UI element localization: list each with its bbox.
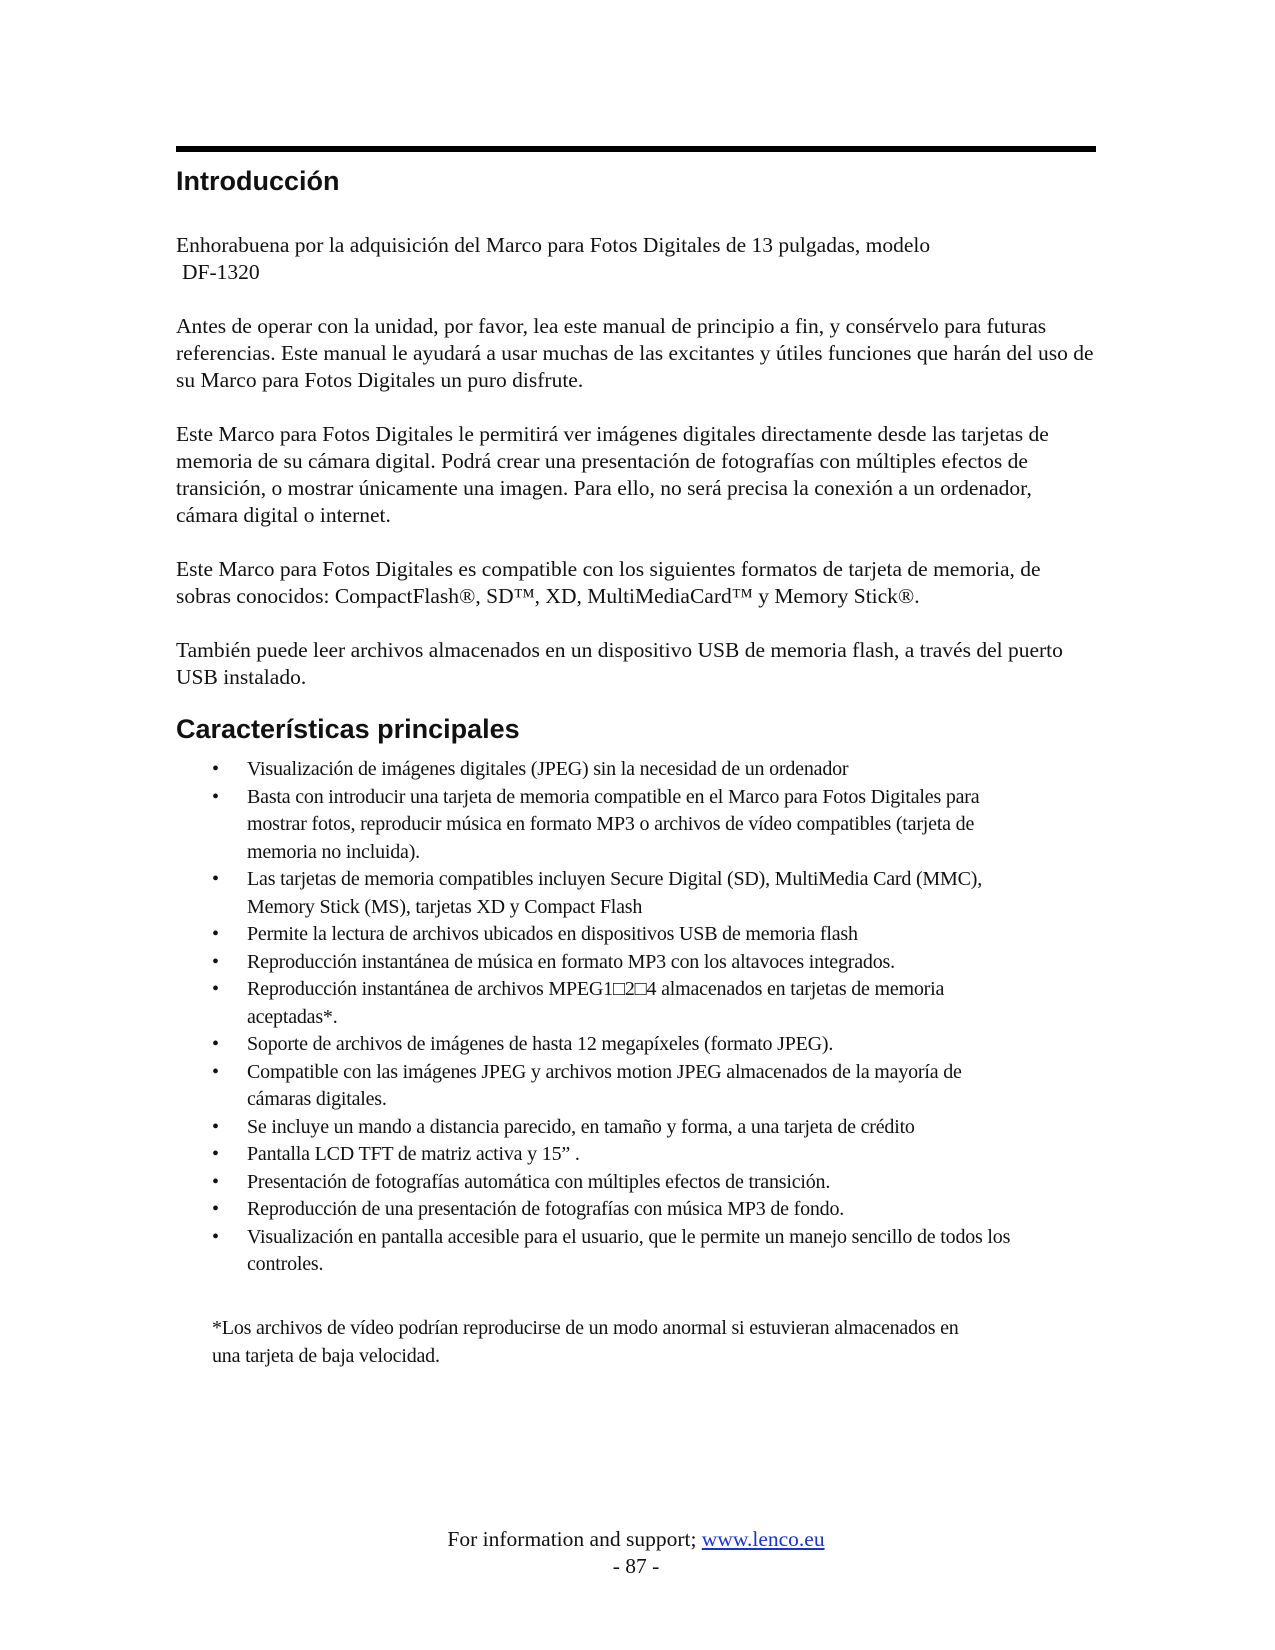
list-item: • Visualización en pantalla accesible para el usuario, que le permite un manejo sencillo de todos los controles. bbox=[212, 1225, 1011, 1275]
bullet-icon: • bbox=[212, 1225, 219, 1248]
list-item: • Basta con introducir una tarjeta de memoria compatible en el Marco para Fotos Digitales para mostrar fotos, reproducir música en formato MP3 o archivos de vídeo compatibles (tarjeta de memoria no incluida). bbox=[212, 785, 980, 863]
bullet-icon: • bbox=[212, 758, 219, 780]
page-footer bbox=[176, 1526, 1096, 1580]
bullet-icon: • bbox=[212, 1198, 219, 1220]
features-heading: Características principales bbox=[176, 714, 520, 744]
bullet-icon: • bbox=[212, 923, 219, 945]
list-item: • Las tarjetas de memoria compatibles incluyen Secure Digital (SD), MultiMedia Card (MMC), Memory Stick (MS), tarjetas XD y Compact Flash bbox=[212, 868, 982, 918]
list-item: • Compatible con las imágenes JPEG y archivos motion JPEG almacenados de la mayoría de cámaras digitales. bbox=[212, 1060, 962, 1110]
list-item: • Reproducción de una presentación de fotografías con música MP3 de fondo. bbox=[212, 1196, 1012, 1224]
document-page bbox=[176, 0, 1096, 1650]
intro-paragraph-1 bbox=[176, 232, 1096, 286]
intro-paragraph-4: Este Marco para Fotos Digitales es compatible con los siguientes formatos de tarjeta de memoria, de sobras conocidos: CompactFlash®, SD™, XD, MultiMediaCard™ y Memory Stick®. bbox=[176, 557, 1041, 608]
list-item: • Pantalla LCD TFT de matriz activa y 15” . bbox=[212, 1141, 1012, 1169]
bullet-icon: • bbox=[212, 785, 219, 808]
list-item: • Reproducción instantánea de archivos MPEG1□2□4 almacenados en tarjetas de memoria aceptadas*. bbox=[212, 978, 945, 1028]
bullet-icon: • bbox=[212, 1115, 219, 1138]
bullet-icon: • bbox=[212, 868, 219, 890]
bullet-icon: • bbox=[212, 1060, 219, 1083]
intro-paragraph-2: Antes de operar con la unidad, por favor, lea este manual de principio a fin, y consérvelo para futuras referencias. Este manual le ayudará a usar muchas de las excitantes y útiles funciones que harán del uso de su Marco para Fotos Digitales un puro disfrute. bbox=[176, 314, 1094, 392]
intro-heading: Introducción bbox=[176, 166, 340, 196]
video-footnote: *Los archivos de vídeo podrían reproducirse de un modo anormal si estuvieran almacenados en una tarjeta de baja velocidad. bbox=[212, 1317, 959, 1367]
list-item: • Se incluye un mando a distancia parecido, en tamaño y forma, a una tarjeta de crédito bbox=[212, 1114, 1012, 1142]
list-item: • Visualización de imágenes digitales (JPEG) sin la necesidad de un ordenador bbox=[212, 756, 1012, 784]
list-item: • Reproducción instantánea de música en formato MP3 con los altavoces integrados. bbox=[212, 949, 1012, 977]
intro-paragraph-5: También puede leer archivos almacenados en un dispositivo USB de memoria flash, a través del puerto USB instalado. bbox=[176, 638, 1063, 689]
bullet-icon: • bbox=[212, 1143, 219, 1165]
top-rule-divider bbox=[176, 146, 1096, 152]
features-list bbox=[212, 756, 1012, 1279]
intro-paragraph-1-line-1: Enhorabuena por la adquisición del Marco para Fotos Digitales de 13 pulgadas, modelo bbox=[176, 233, 931, 257]
list-item: • Soporte de archivos de imágenes de hasta 12 megapíxeles (formato JPEG). bbox=[212, 1031, 1012, 1059]
bullet-icon: • bbox=[212, 1033, 219, 1055]
support-line bbox=[176, 1526, 1096, 1553]
intro-section bbox=[176, 232, 1096, 718]
intro-paragraph-3: Este Marco para Fotos Digitales le permitirá ver imágenes digitales directamente desde las tarjetas de memoria de su cámara digital. Podrá crear una presentación de fotografías con múltiples efectos de transición, o mostrar únicamente una imagen. Para ello, no será precisa la conexión a un ordenador, cámara digital o internet. bbox=[176, 422, 1049, 527]
bullet-icon: • bbox=[212, 978, 219, 1000]
bullet-icon: • bbox=[212, 950, 219, 973]
bullet-icon: • bbox=[212, 1170, 219, 1193]
support-link[interactable]: www.lenco.eu bbox=[701, 1527, 825, 1551]
list-item: • Presentación de fotografías automática con múltiples efectos de transición. bbox=[212, 1169, 1012, 1197]
list-item: • Permite la lectura de archivos ubicados en dispositivos USB de memoria flash bbox=[212, 921, 1012, 949]
page-number: - 87 - bbox=[612, 1554, 660, 1578]
model-number: DF-1320 bbox=[182, 260, 260, 284]
support-text: For information and support; bbox=[447, 1527, 702, 1551]
